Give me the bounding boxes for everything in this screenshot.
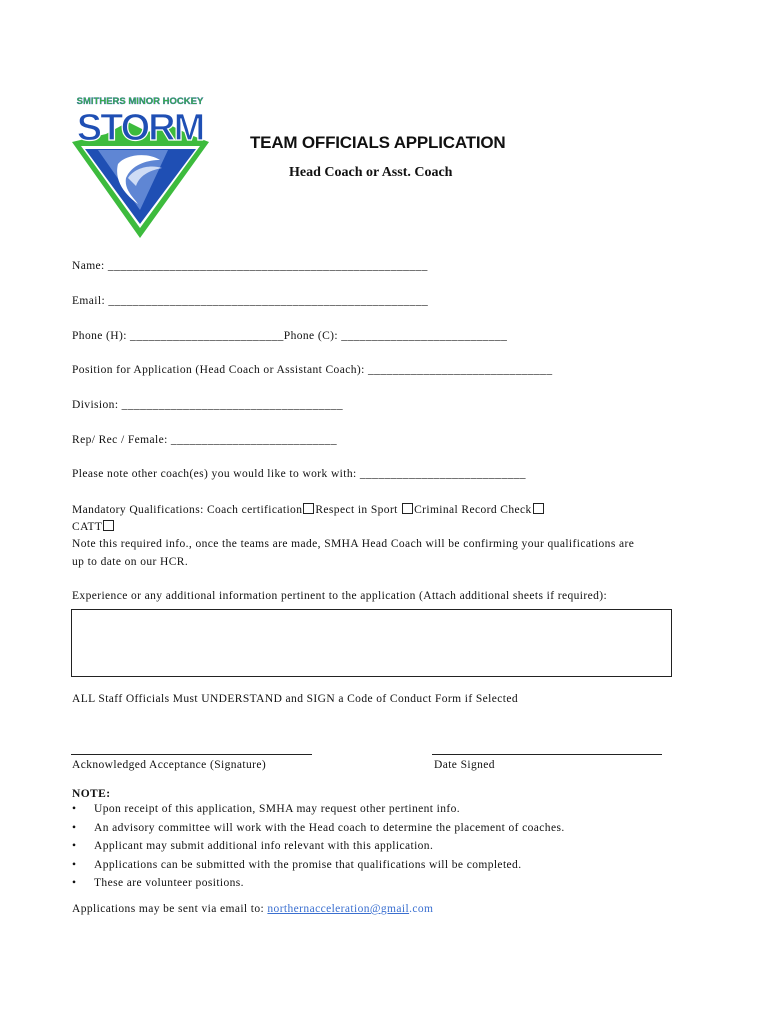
catt-checkbox[interactable] [103, 520, 114, 531]
email-suffix: .com [409, 903, 434, 915]
notes-list [72, 803, 565, 896]
qualification-note-line2: up to date on our HCR. [72, 556, 189, 568]
conduct-notice: ALL Staff Officials Must UNDERSTAND and SIGN a Code of Conduct Form if Selected [72, 693, 519, 705]
note-text: These are volunteer positions. [94, 877, 244, 889]
email-lead: Applications may be sent via email to: [72, 903, 268, 915]
logo-org-text: SMITHERS MINOR HOCKEY [76, 96, 204, 107]
list-item [72, 840, 565, 859]
respect-in-sport-label: Respect in Sport [315, 504, 402, 516]
bullet: • [72, 840, 77, 852]
bullet: • [72, 803, 77, 815]
bullet: • [72, 877, 77, 889]
list-item [72, 877, 565, 896]
signature-line[interactable] [71, 754, 312, 755]
note-text: Applications can be submitted with the promise that qualifications will be completed. [94, 858, 522, 871]
email-field[interactable]: Email: ____________________________________________________ [72, 295, 429, 307]
position-field[interactable]: Position for Application (Head Coach or Assistant Coach): ______________________________ [72, 364, 553, 376]
notes-heading: NOTE: [72, 788, 111, 800]
qualifications-row [72, 503, 545, 516]
email-instructions [72, 903, 433, 915]
list-item [72, 822, 565, 841]
note-text: Upon receipt of this application, SMHA may request other pertinent info. [94, 803, 461, 815]
phone-field[interactable]: Phone (H): _________________________Phone (C): ___________________________ [72, 330, 508, 342]
criminal-record-label: Criminal Record Check [414, 504, 532, 516]
list-item [72, 803, 565, 822]
qualification-note-line1: Note this required info., once the teams are made, SMHA Head Coach will be confirming your qualifications are [72, 538, 635, 550]
page-title: TEAM OFFICIALS APPLICATION [250, 133, 506, 152]
experience-textbox[interactable] [71, 609, 672, 677]
bullet: • [72, 858, 77, 871]
criminal-record-checkbox[interactable] [533, 503, 544, 514]
division-field[interactable]: Division: ____________________________________ [72, 399, 344, 411]
date-label: Date Signed [434, 759, 495, 771]
name-field[interactable]: Name: ____________________________________________________ [72, 260, 428, 272]
coworkers-field[interactable]: Please note other coach(es) you would like to work with: ___________________________ [72, 468, 526, 480]
catt-row [72, 520, 115, 533]
note-text: Applicant may submit additional info relevant with this application. [94, 840, 434, 852]
logo-team-text: STORM [76, 107, 204, 149]
coach-certification-checkbox[interactable] [303, 503, 314, 514]
bullet: • [72, 821, 77, 834]
qualifications-lead: Mandatory Qualifications: Coach certification [72, 504, 303, 516]
respect-in-sport-checkbox[interactable] [402, 503, 413, 514]
category-field[interactable]: Rep/ Rec / Female: ___________________________ [72, 434, 337, 446]
note-text: An advisory committee will work with the Head coach to determine the placement of coaches. [94, 821, 565, 834]
signature-label: Acknowledged Acceptance (Signature) [72, 759, 267, 771]
catt-label: CATT [72, 521, 103, 533]
list-item [72, 859, 565, 878]
email-link[interactable]: northernacceleration@gmail [267, 903, 410, 915]
date-line[interactable] [432, 754, 662, 755]
page-subtitle: Head Coach or Asst. Coach [289, 165, 453, 180]
experience-label: Experience or any additional information pertinent to the application (Attach additional sheets if required): [72, 590, 608, 602]
storm-logo [68, 94, 213, 240]
